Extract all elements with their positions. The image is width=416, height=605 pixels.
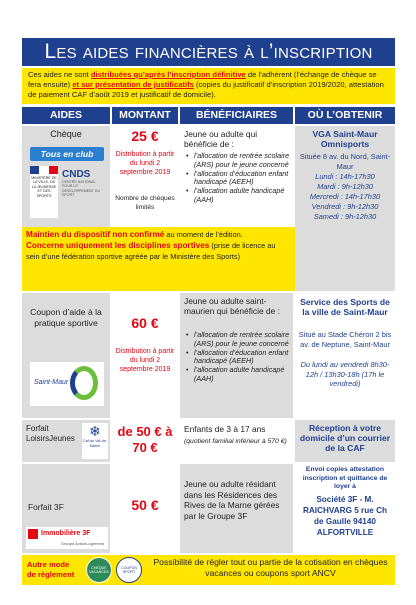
caf-logo [82, 423, 108, 459]
tous-en-club-label: Tous en club [40, 149, 94, 159]
row4-amount: 50 € [131, 497, 159, 513]
row3-aide: Forfait LoisirsJeunes [26, 424, 75, 443]
cnds-sub: CENTRE NATIONAL POUR LE DÉVELOPPEMENT DU SPORT [62, 180, 101, 198]
saint-maur-logo [30, 362, 104, 406]
row1-where-title: VGA Saint-Maur Omnisports [312, 129, 378, 149]
col-header-montant: MONTANT [112, 107, 178, 124]
hours-line: Vendredi : 9h-12h30 [311, 202, 379, 211]
footer-text: Possibilité de régler tout ou partie de la cotisation en chèques vacances ou coupons sport ANCV [153, 557, 388, 578]
row4-where-pre: Envoi copies attestation inscription et quittance de loyer à [302, 466, 388, 491]
row2-amount: 60 € [131, 315, 159, 331]
ministry-label: MINISTÈRE DE LA VILLE, DE LA JEUNESSE ET DES SPORTS [31, 176, 57, 198]
row1-benef-item: • l’allocation d’éducation enfant handicapé (AEEH) [194, 170, 291, 188]
immobiliere-3f-label: Immobilière 3F [41, 530, 91, 537]
caf-snowflake-icon: ❄ [89, 423, 101, 439]
cnds-label: CNDS [62, 169, 91, 180]
row3-amount: de 50 € à 70 € [117, 424, 173, 455]
immobiliere-3f-logo [26, 527, 108, 549]
footer-label: Autre mode de règlement [27, 560, 75, 579]
band-text2: (prise de licence au sein d’une fédération sportive agréée par le Ministère des Sports) [26, 241, 276, 261]
row1-benef-list [184, 152, 291, 205]
row2-where-hours: Du lundi au vendredi 8h30-12h / 13h30-18h (17h le vendredi) [300, 360, 390, 389]
cheque-vacances-label: CHÈQUE VACANCES [89, 566, 109, 575]
caf-label: Caf du Val-de-Marne [82, 439, 108, 448]
row3-where-title: Réception à votre domicile d’un courrier de la CAF [299, 423, 391, 453]
row2-where-addr: Situé au Stade Chéron 2 bis av. de Neptune, Saint-Maur [298, 330, 392, 349]
ministry-logo [30, 166, 58, 218]
row2-benef-item: • l’allocation de rentrée scolaire (ARS) pour le jeune concerné [194, 331, 291, 349]
row2-benef-list [184, 331, 291, 384]
row2-benef-item: • l’allocation d’éducation enfant handicapé (AEEH) [194, 349, 291, 367]
row2-benef-item: • l’allocation adulte handicapé (AAH) [194, 366, 291, 384]
col-header-aides: AIDES [22, 107, 110, 124]
row1-amount: 25 € [131, 128, 159, 144]
saint-maur-label: Saint-Maur [34, 379, 69, 386]
hours-line: Samedi : 9h-12h30 [313, 212, 377, 221]
band-red2: Concerne uniquement les disciplines sportives [26, 241, 210, 250]
row4-where-title: Société 3F - M. RAICHVARG 5 rue Ch de Gaulle 94140 ALFORTVILLE [302, 495, 387, 537]
cnds-logo [62, 170, 106, 206]
band-red1: Maintien du dispositif non confirmé [26, 230, 165, 239]
cheque-vacances-badge [86, 557, 112, 583]
intro-part2: de l’adhérent (l’échange de chèque se fera ensuite) [28, 70, 377, 89]
3f-mark-icon [28, 529, 38, 539]
intro-red1: distribuées qu’après l’inscription définitive [90, 70, 246, 79]
row1-amount-note2: Nombre de chèques limités [115, 195, 175, 211]
row1-benef-intro: Jeune ou adulte qui bénéficie de : [184, 129, 258, 150]
row1-where-hours [298, 172, 392, 222]
row3-benef: Enfants de 3 à 17 ans [184, 424, 266, 434]
hours-line: Lundi : 14h-17h30 [315, 172, 375, 181]
intro-text [22, 68, 395, 104]
col-header-ou: OÙ L’OBTENIR [295, 107, 395, 124]
tous-en-club-logo [30, 147, 104, 161]
band-text1: au moment de l’édition. [164, 230, 243, 239]
row1-aide: Chèque [50, 129, 82, 139]
row1-benef-item: • l’allocation de rentrée scolaire (ARS) pour le jeune concerné [194, 152, 291, 170]
intro-part3: (copies du justificatif d’inscription 2019/2020, attestation de paiement CAF d’août 2019 et justificatif de domicile). [28, 79, 384, 99]
coupon-sport-badge [116, 557, 142, 583]
intro-part1: Ces aides ne sont [28, 70, 91, 79]
row1-benef-item: • l’allocation adulte handicapé (AAH) [194, 187, 291, 205]
intro-red2: et sur présentation de justificatifs [72, 79, 194, 89]
col-header-beneficiaires: BÉNÉFICIAIRES [180, 107, 293, 124]
row1-amount-note: Distribution à partir du lundi 2 septembre 2019 [115, 151, 175, 176]
row2-amount-note: Distribution à partir du lundi 2 septembre 2019 [115, 348, 175, 373]
row1-where-addr: Située 8 av. du Nord, Saint-Maur [299, 152, 391, 171]
row2-aide: Coupon d’aide à la pratique sportive [30, 307, 102, 328]
warning-band [22, 227, 295, 291]
row2-benef-intro: Jeune ou adulte saint-maurien qui bénéficie de : [184, 296, 280, 317]
row2-where-title: Service des Sports de la ville de Saint-Maur [300, 297, 390, 317]
immobiliere-3f-sub: Groupe ActionLogement [60, 541, 104, 546]
row3-benef-note: (quotient familial inférieur à 570 €) [184, 438, 287, 445]
hours-line: Mercredi : 14h-17h30 [309, 192, 381, 201]
page-title: Les aides financières à l’inscription [22, 38, 395, 66]
row4-aide: Forfait 3F [28, 502, 64, 512]
hours-line: Mardi : 9h-12h30 [317, 182, 373, 191]
row4-benef: Jeune ou adulte résidant dans les Résidences des Rives de la Marne gérées par le Groupe 3F [184, 479, 280, 521]
coupon-sport-label: COUPON SPORT [121, 566, 137, 575]
